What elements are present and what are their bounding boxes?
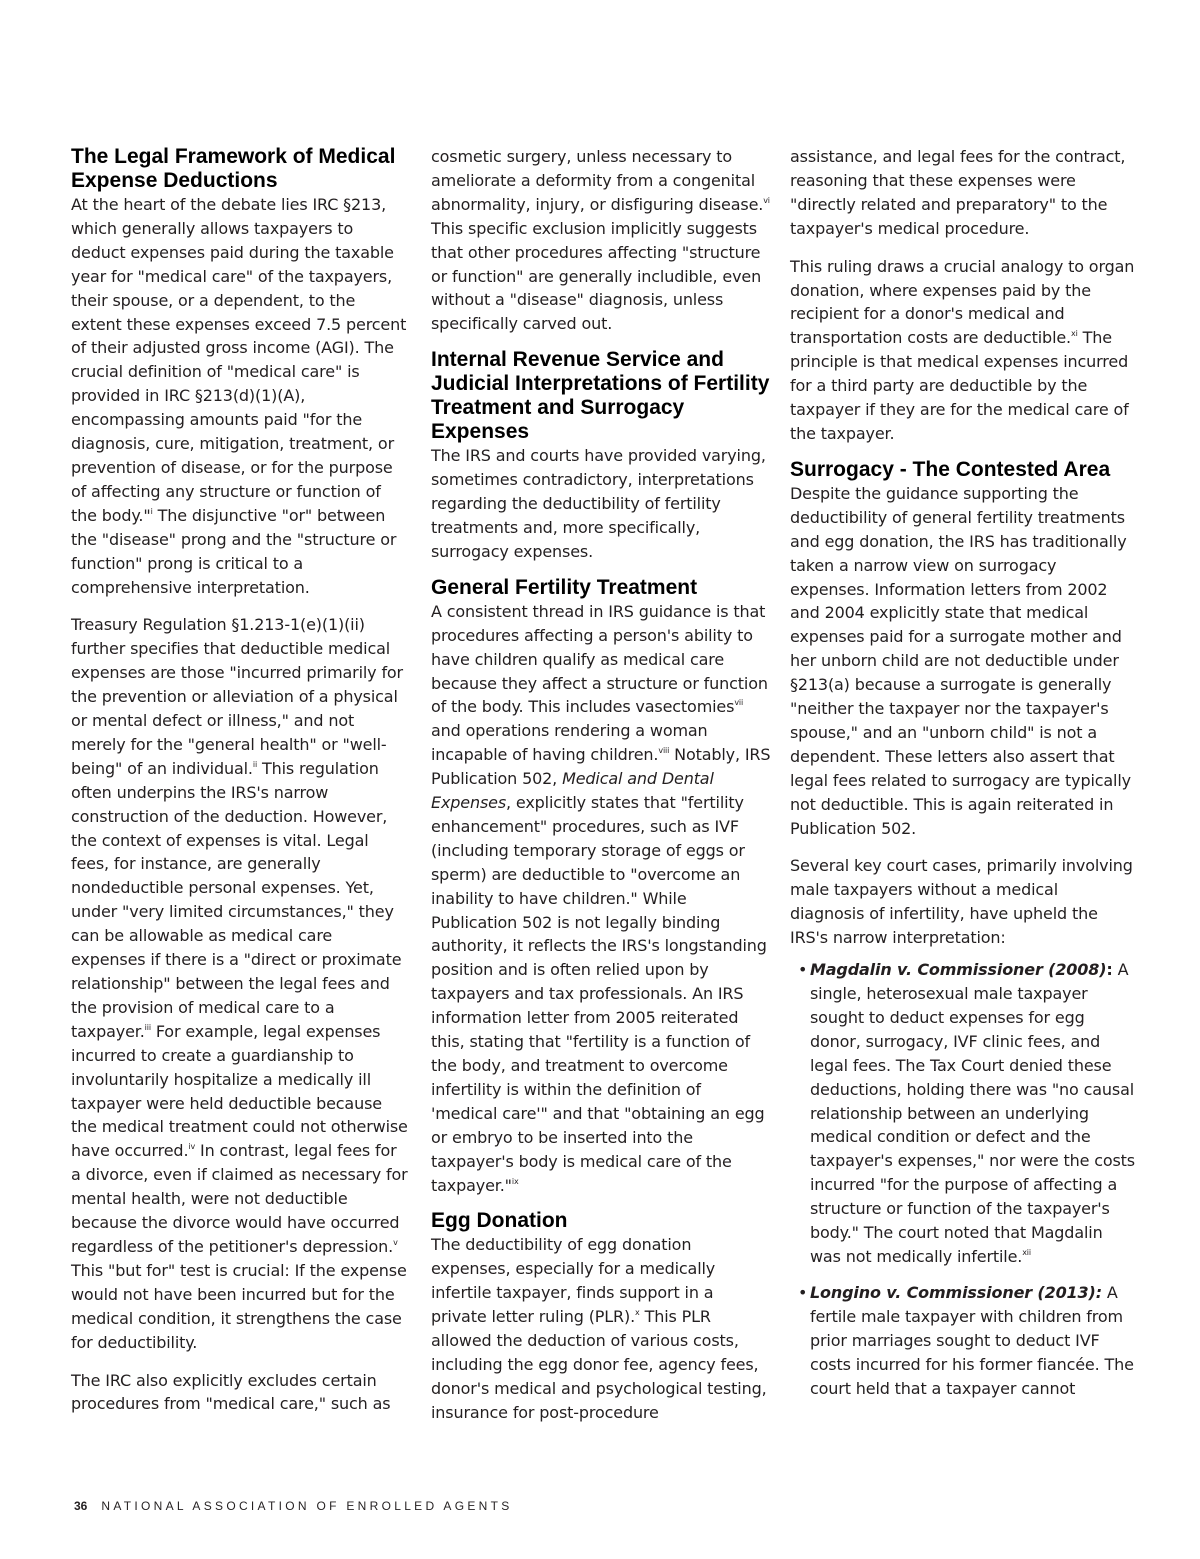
footnote-ref[interactable]: ii — [252, 759, 258, 769]
footnote-ref[interactable]: iii — [144, 1022, 151, 1032]
list-item: • Magdalin v. Commissioner (2008): A single, heterosexual male taxpayer sought to deduct expenses for egg donor, surrogacy, IVF clinic fees, and legal fees. The Tax Court denied these deductions, holding there was "no causal relationship between an underlying medical condition or defect and the taxpayer's expenses," nor were the costs incurred "for the purpose of affecting a structure or function of the taxpayer's body." The court noted that Magdalin was not medically infertile.$^{xii}$ — [798, 960, 1135, 1266]
footnote-ref[interactable]: vii — [734, 698, 744, 708]
paragraph: The IRS and courts have provided varying, sometimes contradictory, interpretations regarding the deductibility of fertility treatments and, more specifically, surrogacy expenses. — [431, 446, 766, 561]
footnote-ref[interactable]: i — [150, 506, 153, 516]
heading-legal-framework: The Legal Framework of Medical Expense Deductions — [71, 145, 396, 192]
column-1 — [71, 145, 408, 1430]
paragraph: cosmetic surgery, unless necessary to ameliorate a deformity from a congenital abnormality, injury, or disfiguring disease.$^{vi}$ This specific exclusion implicitly suggests that other procedures affecting "structure or function" are generally includible, even without a "disease" diagnosis, unless specifically carved out. — [431, 147, 770, 334]
case-name: Longino v. Commissioner (2013): — [810, 1282, 1102, 1302]
case-name: Magdalin v. Commissioner (2008) — [810, 960, 1107, 980]
paragraph: Treasury Regulation §1.213-1(e)(1)(ii) further specifies that deductible medical expenses are those "incurred primarily for the prevention or alleviation of a physical or mental defect or illness," and not merely for the "general health" or "well-being" of an individual.$^{ii}$ This regulation often underpins the IRS's narrow construction of the deduction. However, the context of expenses is vital. Legal fees, for instance, are generally nondeductible personal expenses. Yet, under "very limited circumstances," they can be allowable as medical care expenses if there is a "direct or proximate relationship" between the legal fees and the provision of medical care to a taxpayer.$^{iii}$ For example, legal expenses incurred to create a guardianship to involuntarily hospitalize a medically ill taxpayer were held deductible because the medical treatment could not otherwise have occurred.$^{iv}$ In contrast, legal fees for a divorce, even if claimed as necessary for mental health, were not deductible because the divorce would have occurred regardless of the petitioner's depression.$^v$ This "but for" test is crucial: If the expense would not have been incurred but for the medical condition, it strengthens the case for deductibility. — [71, 615, 408, 1352]
page-footer — [74, 1499, 513, 1513]
paragraph: A consistent thread in IRS guidance is that procedures affecting a person's ability to have children qualify as medical care because they affect a structure or function of the body. This includes vasectomies$^{vii}$ and operations rendering a woman incapable of having children.$^{viii}$ Notably, IRS Publication 502, Medical and Dental Expenses, explicitly states that "fertility enhancement" procedures, such as IVF (including temporary storage of eggs or sperm) are deductible to "overcome an inability to have children." While Publication 502 is not legally binding authority, it reflects the IRS's longstanding position and is often relied upon by taxpayers and tax professionals. An IRS information letter from 2005 reiterated this, stating that "fertility is a function of the body, and treatment to overcome infertility is within the definition of 'medical care'" and that "obtaining an egg or embryo to be inserted into the taxpayer's body is medical care of the taxpayer."$^{ix}$ — [431, 601, 771, 1195]
footnote-ref[interactable]: xii — [1022, 1247, 1031, 1257]
heading-general-fertility: General Fertility Treatment — [431, 575, 698, 599]
publication-title: Medical and Dental Expenses — [431, 769, 714, 813]
footnote-ref[interactable]: ix — [511, 1176, 519, 1186]
footnote-ref[interactable]: x — [635, 1308, 640, 1318]
paragraph: This ruling draws a crucial analogy to organ donation, where expenses paid by the recipient for a donor's medical and transportation costs are deductible.$^{xi}$ The principle is that medical expenses incurred for a third party are deductible by the taxpayer if they are for the medical care of the taxpayer. — [790, 256, 1135, 443]
paragraph: assistance, and legal fees for the contract, reasoning that these expenses were "directly related and preparatory" to the taxpayer's medical procedure. — [790, 147, 1126, 238]
bullet-icon: • — [798, 960, 808, 980]
heading-surrogacy: Surrogacy - The Contested Area — [790, 457, 1111, 481]
paragraph: Despite the guidance supporting the deductibility of general fertility treatments and egg donation, the IRS has traditionally taken a narrow view on surrogacy expenses. Information letters from 2002 and 2004 explicitly state that medical expenses paid for a surrogate mother and her unborn child are not deductible under §213(a) because a surrogate is generally "neither the taxpayer nor the taxpayer's spouse," and an "unborn child" is not a dependent. These letters also assert that legal fees related to surrogacy are typically not deductible. This is again reiterated in Publication 502. — [790, 483, 1131, 838]
paragraph: The IRC also explicitly excludes certain procedures from "medical care," such as — [71, 1370, 391, 1414]
page-number: 36 — [74, 1499, 88, 1513]
heading-egg-donation: Egg Donation — [431, 1209, 568, 1233]
case-list — [790, 958, 1135, 1400]
heading-irs-interpretations: Internal Revenue Service and Judicial Interpretations of Fertility Treatment and Surrogacy Expenses — [431, 348, 770, 444]
footnote-ref[interactable]: iv — [188, 1142, 196, 1152]
publication-name: NATIONAL ASSOCIATION OF ENROLLED AGENTS — [101, 1499, 513, 1513]
column-2 — [431, 145, 771, 1439]
footnote-ref[interactable]: v — [393, 1237, 398, 1247]
paragraph: The deductibility of egg donation expenses, especially for a medically infertile taxpayer, finds support in a private letter ruling (PLR).$^x$ This PLR allowed the deduction of various costs, including the egg donor fee, agency fees, donor's medical and psychological testing, insurance for post-procedure — [431, 1235, 767, 1422]
footnote-ref[interactable]: viii — [658, 746, 670, 756]
paragraph: Several key court cases, primarily involving male taxpayers without a medical diagnosis of infertility, have upheld the IRS's narrow interpretation: — [790, 856, 1133, 948]
bullet-icon: • — [798, 1282, 808, 1302]
paragraph: At the heart of the debate lies IRC §213, which generally allows taxpayers to deduct expenses paid during the taxable year for "medical care" of the taxpayers, their spouse, or a dependent, to the extent these expenses exceed 7.5 percent of their adjusted gross income (AGI). The crucial definition of "medical care" is provided in IRC §213(d)(1)(A), encompassing amounts paid "for the diagnosis, cure, mitigation, treatment, or prevention of disease, or for the purpose of affecting any structure or function of the body."$^i$ The disjunctive "or" between the "disease" prong and the "structure or function" prong is critical to a comprehensive interpretation. — [71, 195, 407, 597]
list-item: • Longino v. Commissioner (2013): A fertile male taxpayer with children from prior marriages sought to deduct IVF costs incurred for his former fiancée. The court held that a taxpayer cannot — [798, 1282, 1134, 1398]
footnote-ref[interactable]: vi — [763, 195, 770, 205]
footnote-ref[interactable]: xi — [1071, 329, 1078, 339]
column-3 — [790, 145, 1135, 1412]
